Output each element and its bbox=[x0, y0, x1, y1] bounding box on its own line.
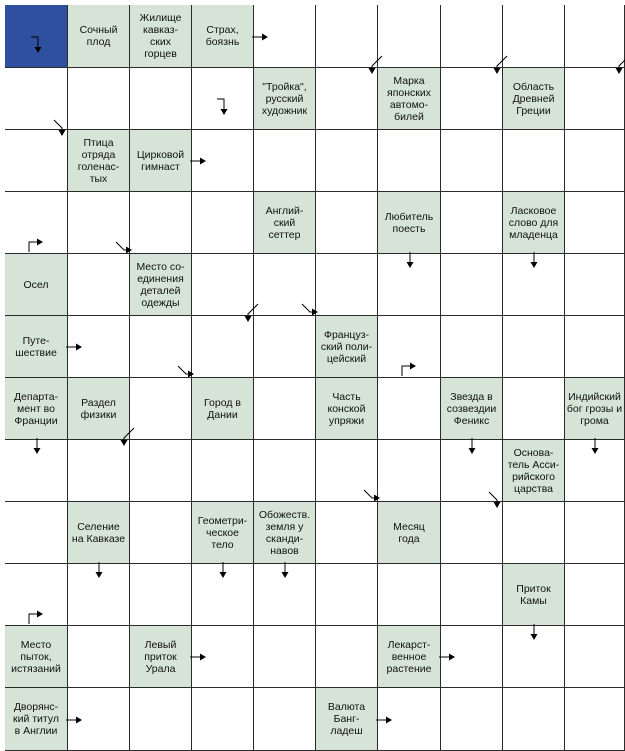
answer-cell[interactable] bbox=[441, 254, 503, 316]
answer-cell[interactable] bbox=[254, 378, 316, 440]
answer-cell[interactable] bbox=[441, 192, 503, 254]
clue-cell bbox=[316, 688, 378, 751]
arrow-down-icon bbox=[216, 562, 232, 578]
arrow-down-left-icon bbox=[617, 56, 625, 72]
crossword-grid bbox=[5, 5, 625, 751]
clue-cell bbox=[68, 130, 130, 192]
answer-cell[interactable] bbox=[565, 502, 625, 564]
clue-cell bbox=[5, 688, 68, 751]
clue-cell bbox=[316, 316, 378, 378]
clue-cell bbox=[254, 502, 316, 564]
answer-cell[interactable] bbox=[68, 68, 130, 130]
clue-cell bbox=[503, 192, 565, 254]
answer-cell[interactable] bbox=[565, 130, 625, 192]
answer-cell[interactable] bbox=[254, 626, 316, 688]
answer-cell[interactable] bbox=[316, 192, 378, 254]
clue-cell bbox=[503, 564, 565, 626]
clue-cell bbox=[5, 316, 68, 378]
clue-text: Приток Камы bbox=[516, 582, 551, 607]
clue-cell bbox=[378, 68, 441, 130]
answer-cell[interactable] bbox=[503, 378, 565, 440]
arrow-down-right-icon bbox=[178, 366, 194, 382]
arrow-down-icon bbox=[588, 438, 604, 454]
answer-cell[interactable] bbox=[441, 130, 503, 192]
clue-text: Лекарст- венное растение bbox=[386, 638, 432, 675]
clue-text: Англий- ский сеттер bbox=[265, 204, 304, 241]
clue-cell bbox=[254, 192, 316, 254]
clue-text: Часть конской упряжи bbox=[327, 390, 366, 427]
answer-cell[interactable] bbox=[378, 378, 441, 440]
answer-cell[interactable] bbox=[192, 688, 254, 751]
answer-cell[interactable] bbox=[565, 316, 625, 378]
arrow-right-icon bbox=[190, 154, 206, 170]
answer-cell[interactable] bbox=[503, 688, 565, 751]
clue-text: Страх, боязнь bbox=[205, 24, 240, 48]
clue-cell bbox=[441, 378, 503, 440]
clue-cell bbox=[192, 378, 254, 440]
arrow-right-icon bbox=[190, 650, 206, 666]
answer-cell[interactable] bbox=[565, 688, 625, 751]
arrow-down-left-icon bbox=[370, 56, 386, 72]
clue-cell bbox=[68, 378, 130, 440]
clue-text: Француз- ский поли- цейский bbox=[320, 328, 373, 365]
clue-cell bbox=[378, 626, 441, 688]
clue-text: Основа- тель Асси- рийского царства bbox=[507, 446, 560, 495]
clue-text: Ласковое слово для младенца bbox=[508, 204, 559, 241]
answer-cell[interactable] bbox=[441, 502, 503, 564]
clue-cell bbox=[316, 378, 378, 440]
clue-text: Валюта Банг- ладеш bbox=[327, 701, 366, 737]
answer-cell[interactable] bbox=[565, 192, 625, 254]
clue-text: Раздел физики bbox=[80, 396, 117, 421]
answer-cell[interactable] bbox=[5, 130, 68, 192]
clue-text: Селение на Кавказе bbox=[71, 520, 126, 545]
answer-cell[interactable] bbox=[378, 130, 441, 192]
answer-cell[interactable] bbox=[130, 440, 192, 502]
clue-text: Область Древней Греции bbox=[512, 80, 555, 117]
answer-cell[interactable] bbox=[130, 564, 192, 626]
answer-cell[interactable] bbox=[316, 68, 378, 130]
clue-text: Птица отряда голенас- тых bbox=[77, 136, 120, 185]
arrow-down-right-icon bbox=[302, 304, 318, 320]
clue-text: Цирковой гимнаст bbox=[136, 148, 185, 173]
clue-cell bbox=[192, 5, 254, 68]
clue-cell bbox=[68, 5, 130, 68]
answer-cell[interactable] bbox=[441, 688, 503, 751]
arrow-down-icon bbox=[527, 252, 543, 268]
arrow-right-icon bbox=[66, 713, 82, 729]
arrow-left-down-icon bbox=[54, 120, 70, 136]
arrow-right-icon bbox=[252, 30, 268, 46]
clue-cell bbox=[503, 440, 565, 502]
answer-cell[interactable] bbox=[316, 502, 378, 564]
arrow-down-right-icon bbox=[364, 490, 380, 506]
clue-cell bbox=[68, 502, 130, 564]
clue-cell bbox=[503, 68, 565, 130]
arrow-down-icon bbox=[465, 438, 481, 454]
clue-cell bbox=[130, 130, 192, 192]
answer-cell[interactable] bbox=[378, 440, 441, 502]
answer-cell[interactable] bbox=[316, 5, 378, 68]
clue-text: Город в Дании bbox=[204, 396, 241, 421]
arrow-right-down-icon bbox=[31, 35, 47, 51]
clue-text: Путе- шествие bbox=[15, 334, 57, 359]
answer-cell[interactable] bbox=[68, 440, 130, 502]
clue-cell bbox=[5, 254, 68, 316]
clue-cell bbox=[565, 378, 625, 440]
clue-cell bbox=[5, 378, 68, 440]
answer-cell[interactable] bbox=[192, 316, 254, 378]
arrow-right-down-icon bbox=[217, 97, 233, 113]
answer-cell[interactable] bbox=[441, 5, 503, 68]
clue-text: Жилище кавказ- ских горцев bbox=[139, 12, 182, 60]
answer-cell[interactable] bbox=[130, 378, 192, 440]
clue-text: Осел bbox=[23, 278, 49, 291]
arrow-down-right-icon bbox=[116, 242, 132, 258]
clue-cell bbox=[378, 192, 441, 254]
answer-cell[interactable] bbox=[503, 130, 565, 192]
answer-cell[interactable] bbox=[565, 68, 625, 130]
clue-text: Левый приток Урала bbox=[144, 638, 177, 675]
arrow-up-right-icon bbox=[400, 362, 416, 378]
arrow-down-left-icon bbox=[122, 428, 138, 444]
answer-cell[interactable] bbox=[68, 626, 130, 688]
answer-cell[interactable] bbox=[254, 130, 316, 192]
clue-text: Место пыток, истязаний bbox=[11, 638, 61, 675]
clue-text: Сочный плод bbox=[79, 24, 118, 48]
arrow-left-down-icon bbox=[489, 492, 505, 508]
answer-cell[interactable] bbox=[130, 192, 192, 254]
answer-cell[interactable] bbox=[192, 440, 254, 502]
arrow-down-icon bbox=[92, 562, 108, 578]
answer-cell[interactable] bbox=[503, 5, 565, 68]
answer-cell[interactable] bbox=[565, 254, 625, 316]
clue-text: Департа- мент во Франции bbox=[13, 390, 59, 427]
clue-cell bbox=[130, 5, 192, 68]
answer-cell[interactable] bbox=[441, 316, 503, 378]
answer-cell[interactable] bbox=[316, 564, 378, 626]
clue-cell bbox=[254, 68, 316, 130]
answer-cell[interactable] bbox=[68, 254, 130, 316]
clue-text: Геометри- ческое тело bbox=[197, 514, 248, 551]
clue-text: "Тройка", русский художник bbox=[261, 80, 308, 117]
answer-cell[interactable] bbox=[316, 130, 378, 192]
answer-cell[interactable] bbox=[503, 316, 565, 378]
arrow-down-icon bbox=[30, 438, 46, 454]
clue-text: Любитель поесть bbox=[384, 210, 434, 235]
answer-cell[interactable] bbox=[378, 564, 441, 626]
answer-cell[interactable] bbox=[254, 316, 316, 378]
answer-cell[interactable] bbox=[316, 626, 378, 688]
clue-cell bbox=[130, 626, 192, 688]
arrow-down-left-icon bbox=[246, 304, 262, 320]
arrow-up-right-icon bbox=[27, 610, 43, 626]
answer-cell[interactable] bbox=[378, 5, 441, 68]
clue-text: Индийский бог грозы и грома bbox=[566, 390, 623, 427]
clue-cell bbox=[192, 502, 254, 564]
answer-cell[interactable] bbox=[254, 440, 316, 502]
answer-cell[interactable] bbox=[565, 564, 625, 626]
arrow-down-icon bbox=[278, 562, 294, 578]
answer-cell[interactable] bbox=[441, 68, 503, 130]
clue-text: Марка японских автомо- билей bbox=[387, 74, 431, 123]
answer-cell[interactable] bbox=[441, 564, 503, 626]
answer-cell[interactable] bbox=[254, 688, 316, 751]
clue-cell bbox=[5, 626, 68, 688]
clue-cell bbox=[378, 502, 441, 564]
clue-text: Звезда в созвездии Феникс bbox=[446, 390, 497, 427]
answer-cell[interactable] bbox=[565, 5, 625, 68]
clue-text: Место со- единения деталей одежды bbox=[136, 260, 185, 309]
arrow-down-left-icon bbox=[495, 56, 511, 72]
arrow-up-right-icon bbox=[27, 238, 43, 254]
answer-cell[interactable] bbox=[130, 688, 192, 751]
answer-cell[interactable] bbox=[5, 502, 68, 564]
clue-text: Дворянс- кий титул в Англии bbox=[13, 701, 59, 737]
arrow-right-icon bbox=[66, 340, 82, 356]
arrow-down-icon bbox=[527, 624, 543, 640]
clue-text: Месяц года bbox=[393, 520, 425, 545]
answer-cell[interactable] bbox=[130, 68, 192, 130]
answer-cell[interactable] bbox=[503, 502, 565, 564]
answer-cell[interactable] bbox=[316, 254, 378, 316]
clue-cell bbox=[130, 254, 192, 316]
clue-text: Обожеств. земля у сканди- навов bbox=[258, 508, 311, 557]
arrow-right-icon bbox=[439, 650, 455, 666]
answer-cell[interactable] bbox=[565, 626, 625, 688]
arrow-down-icon bbox=[403, 252, 419, 268]
answer-cell[interactable] bbox=[192, 254, 254, 316]
arrow-right-icon bbox=[376, 713, 392, 729]
answer-cell[interactable] bbox=[130, 502, 192, 564]
answer-cell[interactable] bbox=[192, 192, 254, 254]
